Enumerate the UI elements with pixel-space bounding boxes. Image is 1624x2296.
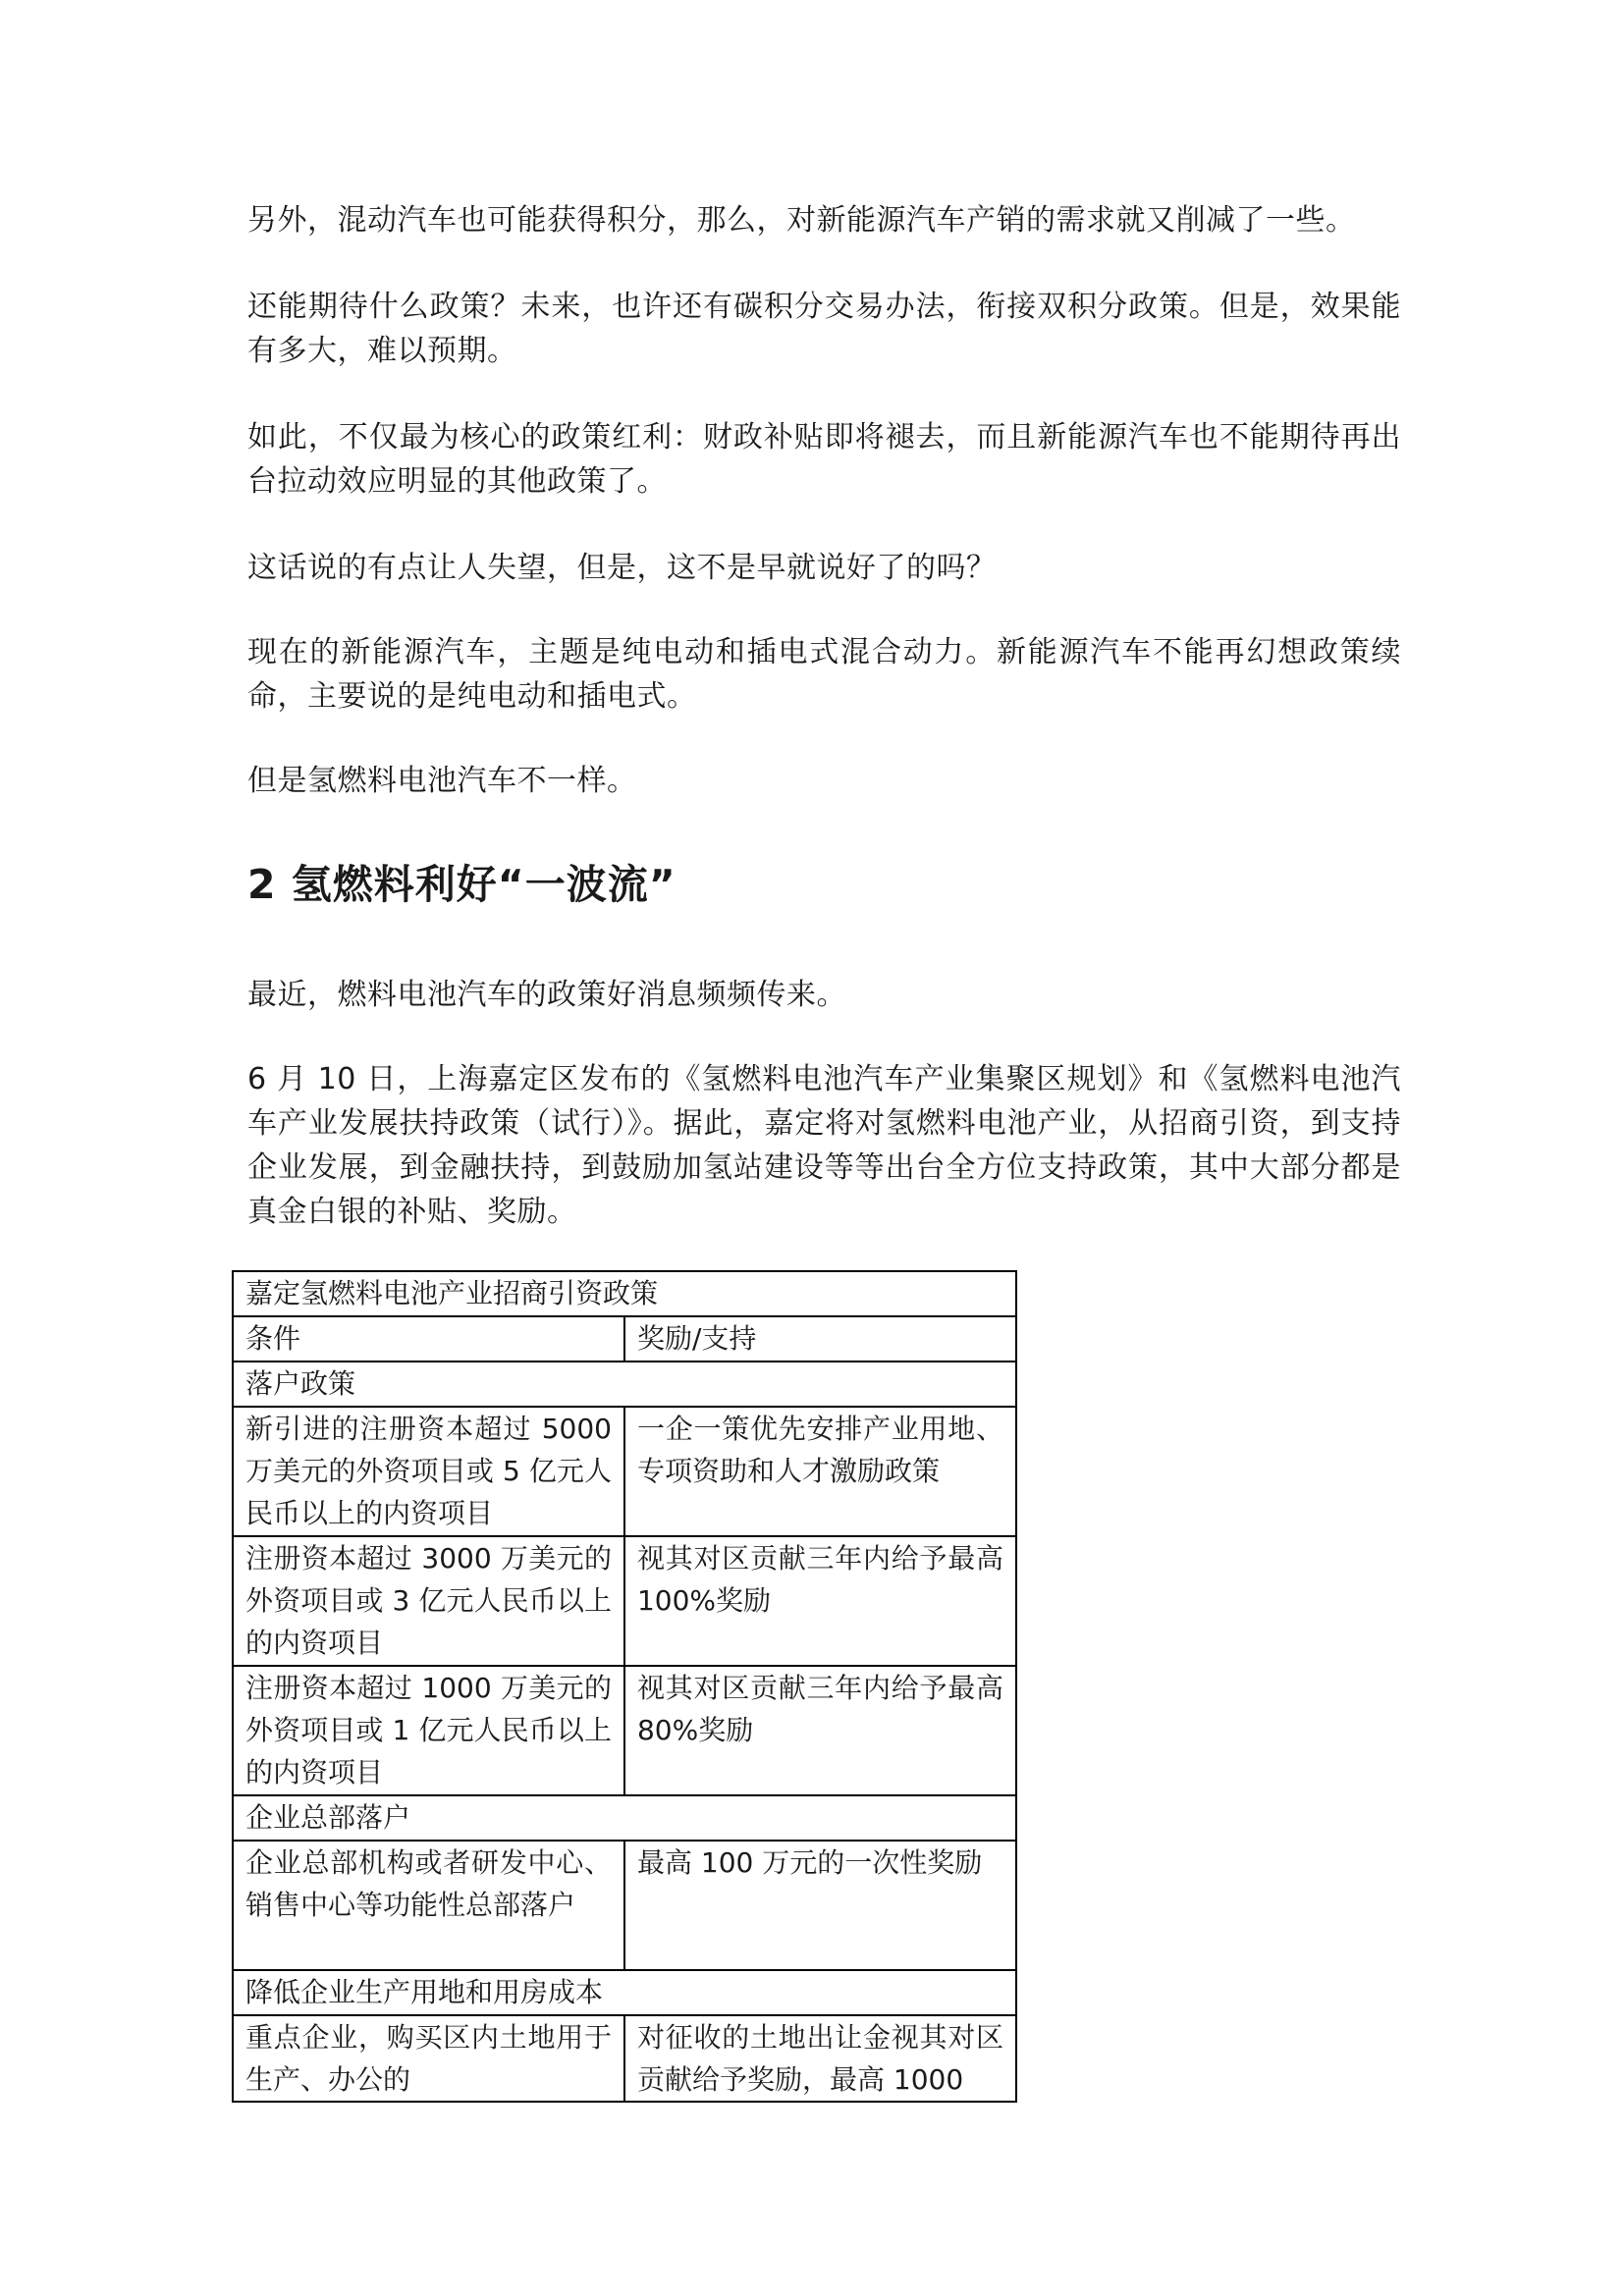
paragraph-recent-news: 最近，燃料电池汽车的政策好消息频频传来。 <box>247 978 846 1012</box>
paragraph-disappointing: 这话说的有点让人失望，但是，这不是早就说好了的吗？ <box>247 551 997 585</box>
group-name: 落户政策 <box>233 1362 1016 1407</box>
paragraph-subsidy-fading: 如此，不仅最为核心的政策红利：财政补贴即将褪去，而且新能源汽车也不能期待再出台拉动效应明显的其他政策了。 <box>247 420 1401 499</box>
paragraph-fuel-cell-different: 但是氢燃料电池汽车不一样。 <box>247 764 637 798</box>
reward-cell: 视其对区贡献三年内给予最高 80%奖励 <box>624 1666 1016 1795</box>
table-title: 嘉定氢燃料电池产业招商引资政策 <box>233 1271 1016 1316</box>
group-name: 降低企业生产用地和用房成本 <box>233 1970 1016 2015</box>
section-heading: 2 氢燃料利好“一波流” <box>247 861 677 908</box>
group-name: 企业总部落户 <box>233 1795 1016 1841</box>
group-row <box>233 1362 1016 1407</box>
reward-cell: 一企一策优先安排产业用地、专项资助和人才激励政策 <box>624 1407 1016 1536</box>
condition-cell: 新引进的注册资本超过 5000 万美元的外资项目或 5 亿元人民币以上的内资项目 <box>233 1407 624 1536</box>
table-row <box>233 1407 1016 1536</box>
table-header-row <box>233 1316 1016 1362</box>
paragraph-hybrid-credits: 另外，混动汽车也可能获得积分，那么，对新能源汽车产销的需求就又削减了一些。 <box>247 203 1356 238</box>
paragraph-bev-phev: 现在的新能源汽车，主题是纯电动和插电式混合动力。新能源汽车不能再幻想政策续命，主要说的是纯电动和插电式。 <box>247 635 1401 714</box>
header-condition: 条件 <box>233 1316 624 1362</box>
table-row <box>233 1536 1016 1666</box>
reward-cell: 对征收的土地出让金视其对区贡献给予奖励，最高 1000 <box>624 2015 1016 2102</box>
policy-table <box>232 1270 1017 2103</box>
table-row <box>233 2015 1016 2102</box>
table-title-row <box>233 1271 1016 1316</box>
condition-cell: 注册资本超过 1000 万美元的外资项目或 1 亿元人民币以上的内资项目 <box>233 1666 624 1795</box>
header-reward: 奖励/支持 <box>624 1316 1016 1362</box>
reward-cell: 最高 100 万元的一次性奖励 <box>624 1841 1016 1970</box>
condition-cell: 注册资本超过 3000 万美元的外资项目或 3 亿元人民币以上的内资项目 <box>233 1536 624 1666</box>
paragraph-carbon-credits: 还能期待什么政策？未来，也许还有碳积分交易办法，衔接双积分政策。但是，效果能有多大，难以预期。 <box>247 290 1401 368</box>
paragraph-jiading-policy: 6 月 10 日，上海嘉定区发布的《氢燃料电池汽车产业集聚区规划》和《氢燃料电池汽车产业发展扶持政策（试行）》。据此，嘉定将对氢燃料电池产业，从招商引资，到支持企业发展，到金融扶持，到鼓励加氢站建设等等出台全方位支持政策，其中大部分都是真金白银的补贴、奖励。 <box>247 1062 1401 1229</box>
group-row <box>233 1970 1016 2015</box>
table-row <box>233 1666 1016 1795</box>
condition-cell: 企业总部机构或者研发中心、销售中心等功能性总部落户 <box>233 1841 624 1970</box>
condition-cell: 重点企业，购买区内土地用于生产、办公的 <box>233 2015 624 2102</box>
group-row <box>233 1795 1016 1841</box>
reward-cell: 视其对区贡献三年内给予最高 100%奖励 <box>624 1536 1016 1666</box>
table-row <box>233 1841 1016 1970</box>
